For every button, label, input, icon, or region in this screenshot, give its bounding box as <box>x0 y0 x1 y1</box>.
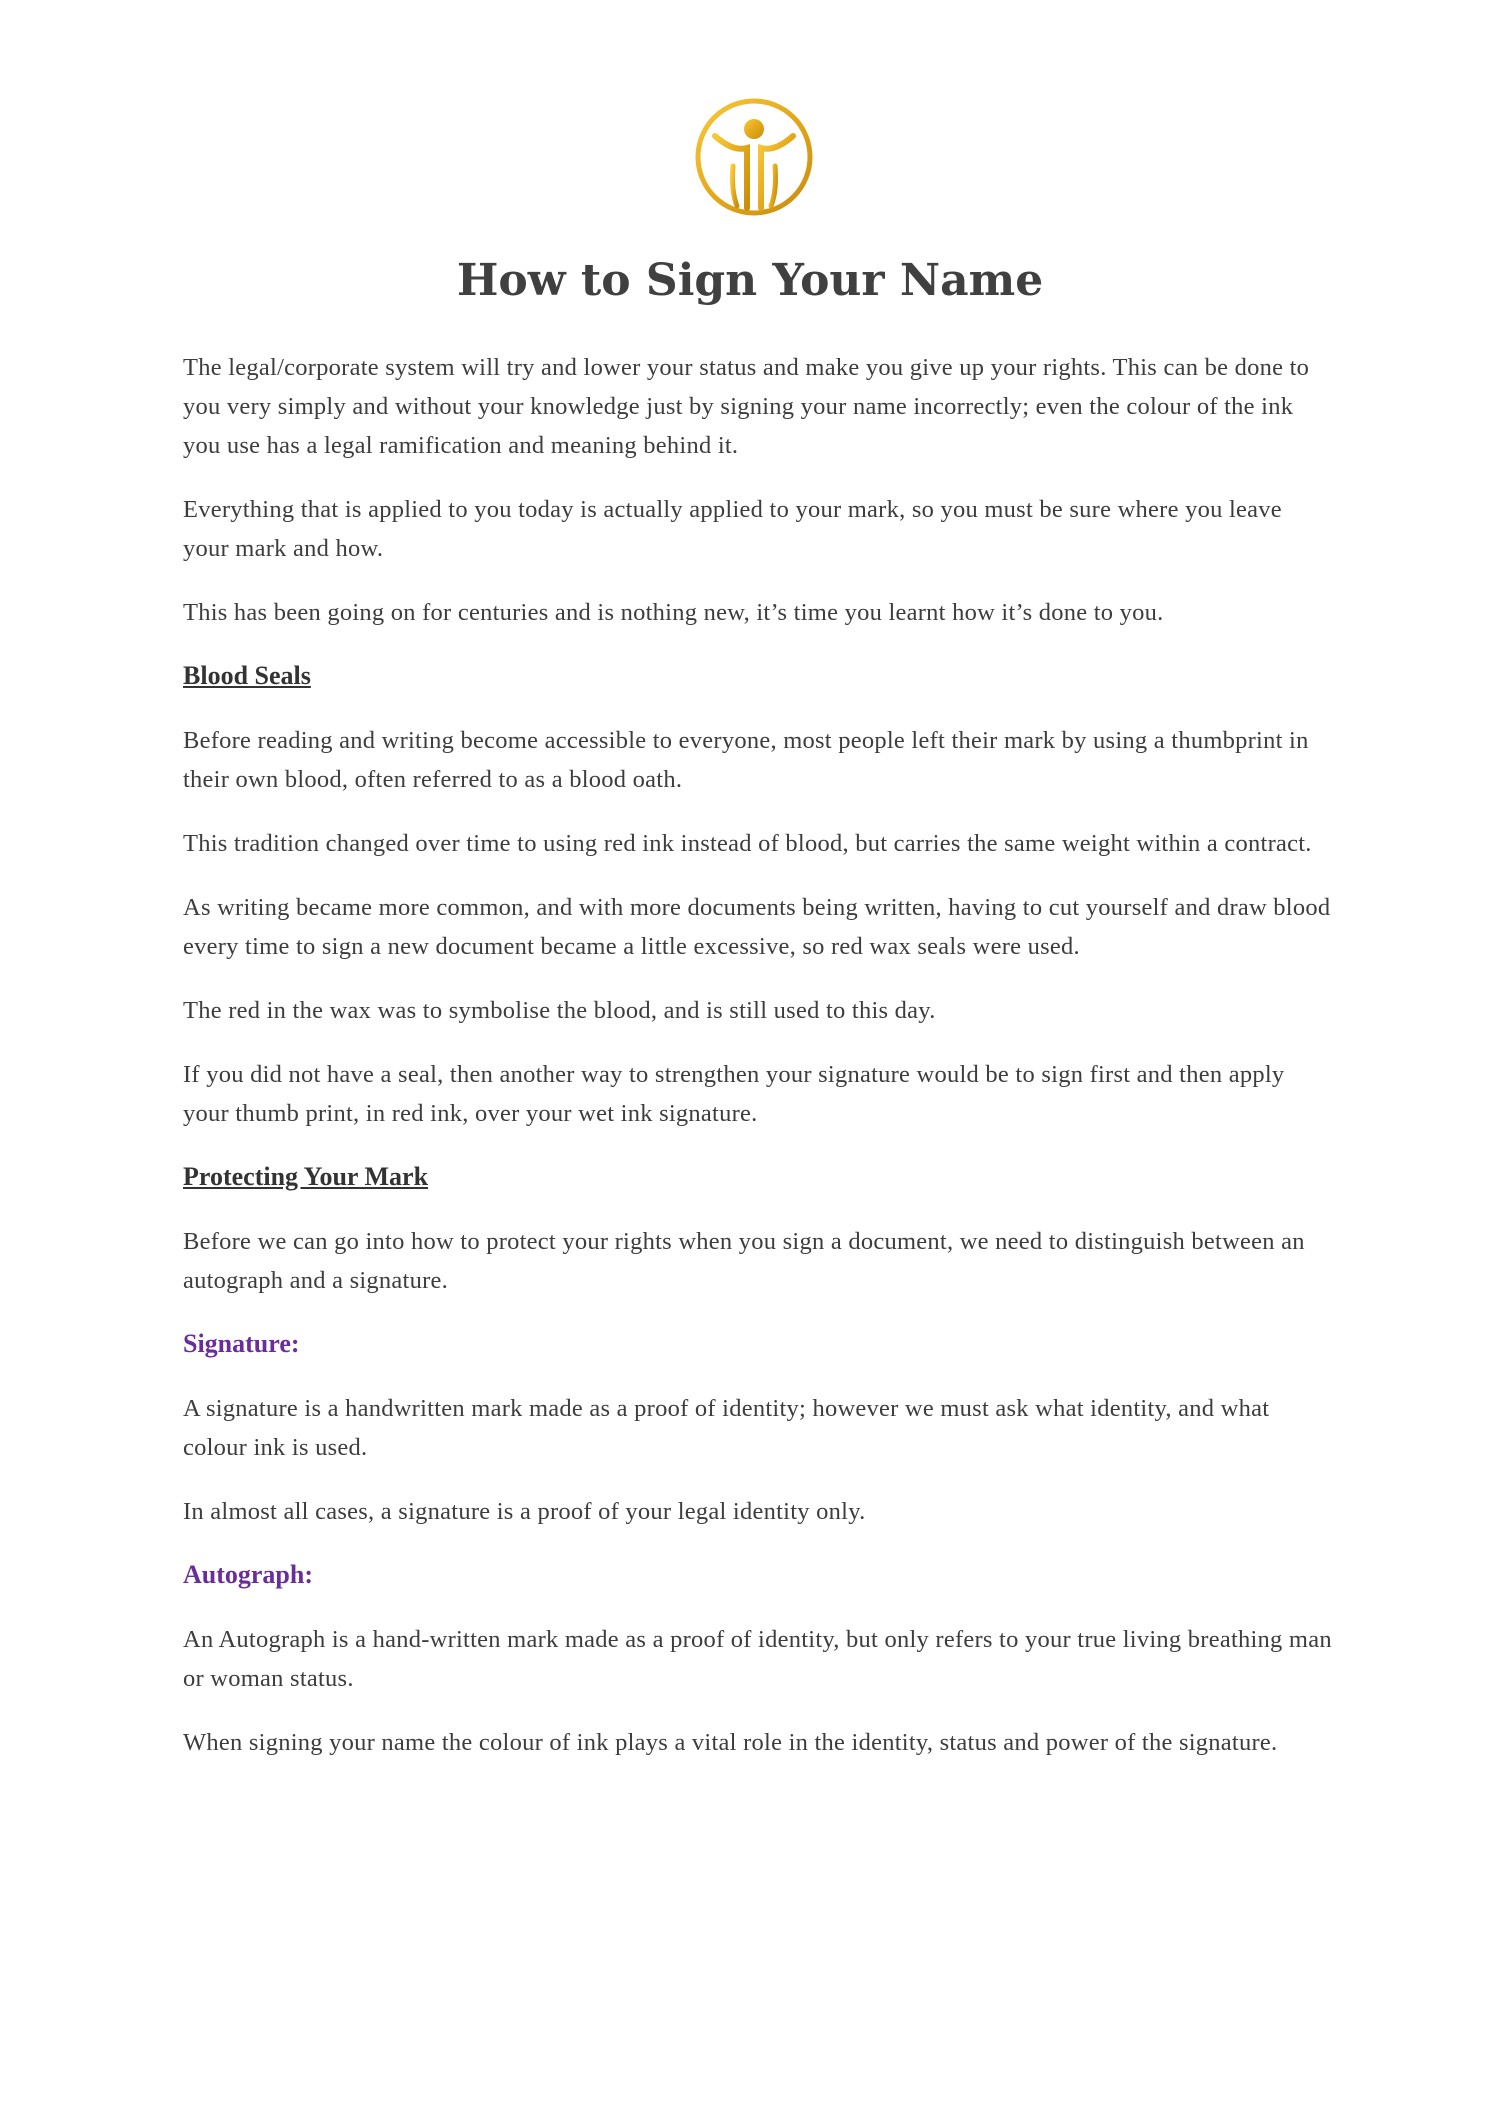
blood-seals-paragraph-3: As writing became more common, and with more documents being written, having to cut yourself and draw blood every time to sign a new document became a little excessive, so red wax seals were used. <box>183 894 1331 960</box>
signature-subheading: Signature: <box>183 1329 300 1358</box>
blood-seals-paragraph-4: The red in the wax was to symbolise the blood, and is still used to this day. <box>183 997 936 1024</box>
protecting-paragraph-1: Before we can go into how to protect your rights when you sign a document, we need to distinguish between an autograph and a signature. <box>183 1228 1305 1294</box>
autograph-paragraph-2: When signing your name the colour of ink plays a vital role in the identity, status and power of the signature. <box>183 1729 1278 1756</box>
autograph-paragraph-1: An Autograph is a hand-written mark made as a proof of identity, but only refers to your true living breathing man or woman status. <box>183 1626 1332 1692</box>
signature-paragraph-2: In almost all cases, a signature is a proof of your legal identity only. <box>183 1498 866 1525</box>
autograph-subheading: Autograph: <box>183 1560 314 1589</box>
blood-seals-paragraph-1: Before reading and writing become accessible to everyone, most people left their mark by using a thumbprint in their own blood, often referred to as a blood oath. <box>183 727 1309 793</box>
protecting-your-mark-heading: Protecting Your Mark <box>183 1162 429 1191</box>
intro-paragraph-2: Everything that is applied to you today is actually applied to your mark, so you must be sure where you leave your mark and how. <box>183 496 1282 562</box>
signature-paragraph-1: A signature is a handwritten mark made as a proof of identity; however we must ask what identity, and what colour ink is used. <box>183 1395 1270 1461</box>
blood-seals-heading: Blood Seals <box>183 661 311 690</box>
gold-circle-figure-logo <box>693 96 815 218</box>
intro-paragraph-3: This has been going on for centuries and is nothing new, it’s time you learnt how it’s done to you. <box>183 599 1164 626</box>
page-title: How to Sign Your Name <box>456 255 1044 306</box>
blood-seals-paragraph-5: If you did not have a seal, then another way to strengthen your signature would be to sign first and then apply your thumb print, in red ink, over your wet ink signature. <box>183 1061 1285 1127</box>
intro-paragraph-1: The legal/corporate system will try and lower your status and make you give up your rights. This can be done to you very simply and without your knowledge just by signing your name incorrectly; even the colour of the ink you use has a legal ramification and meaning behind it. <box>183 354 1310 459</box>
document-body <box>183 348 1333 1787</box>
blood-seals-paragraph-2: This tradition changed over time to using red ink instead of blood, but carries the same weight within a contract. <box>183 830 1312 857</box>
